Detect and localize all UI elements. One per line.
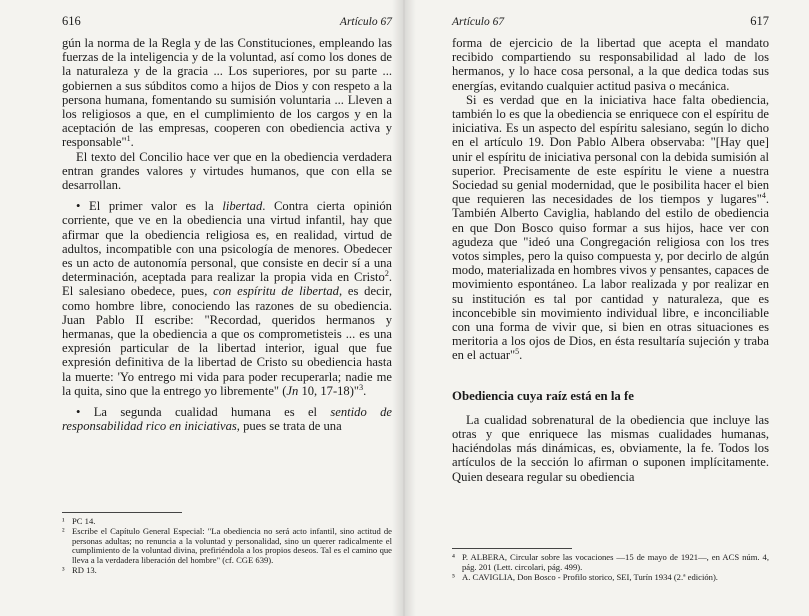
left-page-header [62,14,392,30]
left-page-number: 616 [62,14,81,28]
right-footnotes [452,548,769,582]
footnote-5: ⁵ A. CAVIGLIA, Don Bosco - Profilo storico, SEI, Turín 1934 (2.ª edición). [452,571,718,582]
right-paragraph-3: La cualidad sobrenatural de la obediencia que incluye las otras y que enriquece las mismas cualidades humanas, haciéndolas más dinámicas, es, obviamente, la fe. Todos los artículos de la sección lo afirman o suponen implícitamente. Quien deseara regular su obediencia [452,412,769,484]
footnote-ref-1: 1 [126,134,131,144]
left-running-head: Artículo 67 [339,16,392,28]
right-paragraph-2: Si es verdad que en la iniciativa hace falta obediencia, también lo es que la obediencia se enriquece con el espíritu de iniciativa. Es un aspecto del espíritu salesiano, según lo dicho en el artículo 19. Don Pablo Albera observaba: "[Hay que] unir el espíritu de iniciativa personal con la debida sumisión al superior. Precisamente de este espíritu le viene a nuestra Sociedad su genial modernidad, que le posibilita hacer el bien que requieren las necesidades de los tiempos y lugares"$^4$. También Alberto Caviglia, hablando del estilo de obediencia en que Don Bosco quiso formar a sus hijos, hace ver con agudeza que "ideó una Congregación religiosa con los tres votos simples, pero la quiso compuesta y, por decirlo de algún modo, materializada en hombres vivos y pensantes, capaces de movimiento espontáneo. La labor realizada y por realizar en su institución es tal por cantidad y naturaleza, que es inconcebible sin movimiento individual libre, e inconciliable con una forma de vivir que, si bien en otras situaciones es meritoria a los ojos de Dios, en ésta resultaría sujeción y traba en el actuar"$^5$. [452,92,769,363]
left-paragraph-3: • El primer valor es la libertad. Contra cierta opinión corriente, que ve en la obediencia una virtud infantil, hay que afirmar que la obediencia religiosa es, en realidad, virtud de adultos, incompatible con una psicología de menores. Obedecer es un acto de autonomía personal, que consiste en decir sí a una determinación, aceptada para realizar la propia vida en Cristo$^2$. El salesiano obedece, pues, con espíritu de libertad, es decir, como hombre libre, conociendo las razones de su obediencia. Juan Pablo II escribe: "Recordad, queridos hermanos y hermanas, que la obediencia a que os comprometisteis ... es una expresión particular de la libertad interior, igual que fue expresión definitiva de la libertad de Cristo su obediencia hasta la muerte: 'Yo entrego mi vida para poder recuperarla; nadie me la quita, sino que la entrego yo libremente" (Jn 10, 17-18)"$^3$. [62,199,392,398]
footnote-2: ² Escribe el Capítulo General Especial: "La obediencia no será acto infantil, sino actitud de personas adultas; no renuncia a la voluntad y personalidad, sino un querer radicalmente el cumplimiento de la voluntad divina, prefiriéndola a los propios deseos. Tal es el camino que lleva a la verdadera liberación del hombre" (cf. CGE 639). [62,525,392,566]
section-heading: Obediencia cuya raíz está en la fe [452,388,634,403]
footnote-ref-3: 3 [359,382,364,392]
left-page [0,0,404,616]
footnote-ref-4: 4 [761,191,766,201]
right-page [404,0,809,616]
left-footnotes [62,512,392,576]
right-body [452,36,769,484]
left-paragraph-2: El texto del Concilio hace ver que en la obediencia verdadera entran grandes valores y virtudes humanos, que con ella se desarrollan. [62,149,392,193]
footnote-1: ¹ PC 14. [62,516,96,526]
footnote-3: ³ RD 13. [62,564,97,575]
left-paragraph-4: • La segunda cualidad humana es el sentido de responsabilidad rico en iniciativas, pues se trata de una [62,405,392,434]
footnote-rule [62,512,182,513]
footnote-rule [452,548,572,549]
left-body [62,36,392,433]
right-running-head: Artículo 67 [452,16,505,28]
left-paragraph-1: gún la norma de la Regla y de las Constituciones, empleando las fuerzas de la inteligencia y de la voluntad, así como los dones de la naturaleza y de la gracia ... Los superiores, por su parte ... gobiernen a sus súbditos como a hijos de Dios y con respeto a la persona humana, fomentando su sumisión voluntaria ... Lleven a los religiosos a que, en el cumplimiento de los cargos y en la aceptación de las empresas, cooperen con obediencia activa y responsable"$^1$. [62,36,392,150]
right-paragraph-1: forma de ejercicio de la libertad que acepta el mandato recibido compartiendo su responsabilidad al lado de los hermanos, y lo hace cosa personal, a la que dedica todas sus energías, evitando cualquier actitud pasiva o mecánica. [452,36,769,93]
footnote-4: ⁴ P. ALBERA, Circular sobre las vocaciones —15 de mayo de 1921—, en ACS núm. 4, pág. 201 (Lett. circolari, pág. 499). [452,552,769,572]
right-page-header [452,14,769,30]
footnote-ref-5: 5 [515,347,520,357]
footnote-ref-2: 2 [384,269,389,279]
right-page-number: 617 [750,14,769,28]
